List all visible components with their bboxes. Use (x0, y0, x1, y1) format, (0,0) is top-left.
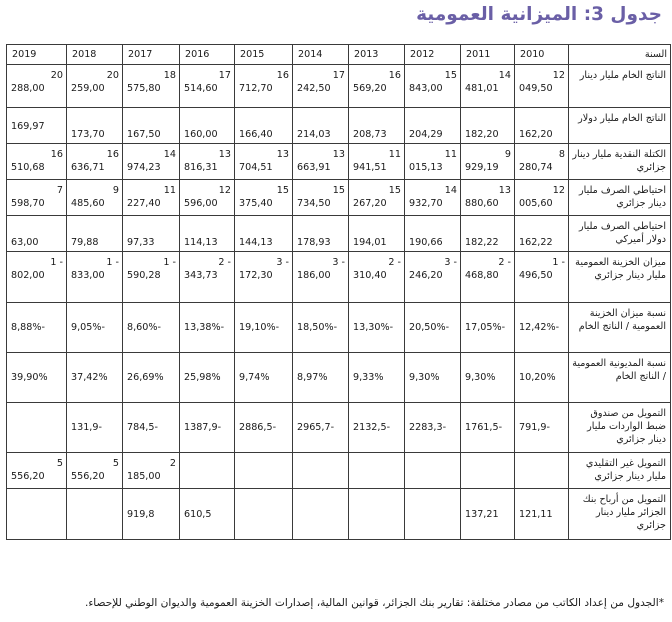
table-cell: -2283,3 (405, 403, 461, 453)
cell-line-1: 8 (558, 149, 565, 160)
table-cell: 10,20% (515, 353, 569, 403)
table-cell (123, 252, 180, 303)
table-cell: -9,05% (67, 303, 123, 353)
table-cell: -791,9 (515, 403, 569, 453)
table-cell: -8,88% (7, 303, 67, 353)
table-cell: -8,60% (123, 303, 180, 353)
cell-line-2: 974,23 (127, 162, 161, 173)
cell-line-1: 14 (163, 149, 176, 160)
budget-table (6, 44, 671, 540)
table-cell (349, 489, 405, 540)
cell-line-2: 485,60 (71, 198, 105, 209)
cell-line-2: 172,30 (239, 270, 273, 281)
cell-line-1: 13 (276, 149, 289, 160)
table-cell (515, 216, 569, 252)
table-cell (180, 216, 235, 252)
cell-line-2: 343,73 (184, 270, 218, 281)
cell-line-1: 9 (112, 185, 119, 196)
cell-line-1: - 2 (388, 257, 401, 268)
table-cell (515, 108, 569, 144)
year-header: 2015 (235, 45, 293, 65)
cell-line-1: - 1 (106, 257, 119, 268)
cell-line-1: 7 (56, 185, 63, 196)
cell-line-2: 575,80 (127, 83, 161, 94)
cell-line-1: 11 (163, 185, 176, 196)
table-cell: -13,30% (349, 303, 405, 353)
table-cell: 26,69% (123, 353, 180, 403)
cell-line-1: 18 (163, 70, 176, 81)
footnote: *الجدول من إعداد الكاتب من مصادر مختلفة: تقارير بنك الجزائر، قوانين المالية، إصدارات الخزينة العمومية والديوان الوطني للإحصاء. (84, 597, 664, 609)
cell-line-2: 556,20 (11, 471, 45, 482)
year-header: 2011 (461, 45, 515, 65)
cell-line-2: 97,33 (127, 237, 155, 248)
table-cell (7, 453, 67, 489)
cell-line-2: 182,20 (465, 129, 499, 140)
cell-line-1: 12 (552, 70, 565, 81)
table-cell: -13,38% (180, 303, 235, 353)
table-row (7, 108, 671, 144)
table-cell: 9,74% (235, 353, 293, 403)
table-cell (405, 144, 461, 180)
cell-line-1: 16 (106, 149, 119, 160)
cell-line-2: 481,01 (465, 83, 499, 94)
table-cell (349, 108, 405, 144)
table-cell (67, 180, 123, 216)
cell-line-1: 169,97 (11, 121, 45, 132)
table-cell (180, 252, 235, 303)
cell-line-2: 242,50 (297, 83, 331, 94)
cell-line-2: 167,50 (127, 129, 161, 140)
row-label: التمويل من صندوق ضبط الواردات مليار دينار جزائري (569, 403, 671, 453)
table-row (7, 403, 671, 453)
cell-line-2: 162,20 (519, 129, 553, 140)
year-header: 2016 (180, 45, 235, 65)
table-cell (235, 453, 293, 489)
cell-line-2: 375,40 (239, 198, 273, 209)
year-header: 2010 (515, 45, 569, 65)
cell-line-1: - 2 (498, 257, 511, 268)
cell-line-1: 5 (112, 458, 119, 469)
cell-line-1: 11 (388, 149, 401, 160)
cell-line-1: 20 (50, 70, 63, 81)
cell-line-2: 267,20 (353, 198, 387, 209)
table-cell (67, 65, 123, 108)
cell-line-1: 15 (332, 185, 345, 196)
table-cell (235, 108, 293, 144)
table-cell (180, 453, 235, 489)
cell-line-2: 173,70 (71, 129, 105, 140)
cell-line-1: 14 (498, 70, 511, 81)
cell-line-1: - 1 (552, 257, 565, 268)
table-cell (349, 216, 405, 252)
table-row (7, 303, 671, 353)
table-cell: -131,9 (67, 403, 123, 453)
table-cell (405, 453, 461, 489)
cell-line-2: 929,19 (465, 162, 499, 173)
table-cell (405, 65, 461, 108)
table-cell: 25,98% (180, 353, 235, 403)
year-header: 2013 (349, 45, 405, 65)
table-cell (235, 216, 293, 252)
cell-line-2: 598,70 (11, 198, 45, 209)
cell-line-1: - 2 (218, 257, 231, 268)
year-header: 2017 (123, 45, 180, 65)
table-cell (461, 453, 515, 489)
table-cell: -1761,5 (461, 403, 515, 453)
table-cell (515, 180, 569, 216)
table-cell (349, 453, 405, 489)
cell-line-1: 9 (504, 149, 511, 160)
year-header: 2019 (7, 45, 67, 65)
cell-line-1: - 1 (50, 257, 63, 268)
table-cell (7, 65, 67, 108)
cell-line-2: 160,00 (184, 129, 218, 140)
table-cell: 9,30% (405, 353, 461, 403)
table-cell: 37,42% (67, 353, 123, 403)
table-row (7, 65, 671, 108)
cell-line-2: 932,70 (409, 198, 443, 209)
table-cell (7, 108, 67, 144)
cell-line-2: 590,28 (127, 270, 161, 281)
table-cell (405, 252, 461, 303)
header-label-year: السنة (569, 45, 671, 65)
table-cell: 9,33% (349, 353, 405, 403)
cell-line-1: 14 (444, 185, 457, 196)
table-cell: -20,50% (405, 303, 461, 353)
year-header: 2018 (67, 45, 123, 65)
row-label: التمويل غير التقليدي مليار دينار جزائري (569, 453, 671, 489)
table-cell (461, 216, 515, 252)
cell-line-1: 20 (106, 70, 119, 81)
cell-line-2: 802,00 (11, 270, 45, 281)
table-row (7, 489, 671, 540)
table-cell (405, 180, 461, 216)
cell-line-1: 15 (388, 185, 401, 196)
table-cell: 8,97% (293, 353, 349, 403)
table-cell (123, 144, 180, 180)
cell-line-1: 15 (276, 185, 289, 196)
cell-line-2: 015,13 (409, 162, 443, 173)
table-cell (67, 489, 123, 540)
cell-line-2: 190,66 (409, 237, 443, 248)
cell-line-1: 16 (50, 149, 63, 160)
cell-line-1: 5 (56, 458, 63, 469)
cell-line-1: 17 (332, 70, 345, 81)
cell-line-2: 596,00 (184, 198, 218, 209)
table-cell: 39,90% (7, 353, 67, 403)
cell-line-2: 208,73 (353, 129, 387, 140)
table-cell: -2132,5 (349, 403, 405, 453)
table-cell (293, 453, 349, 489)
row-label: احتياطي الصرف مليار دينار جزائري (569, 180, 671, 216)
cell-line-1: - 1 (163, 257, 176, 268)
cell-line-2: 185,00 (127, 471, 161, 482)
table-cell: -2965,7 (293, 403, 349, 453)
cell-line-2: 880,60 (465, 198, 499, 209)
table-cell (67, 453, 123, 489)
table-cell (405, 216, 461, 252)
table-cell (515, 453, 569, 489)
table-cell: -19,10% (235, 303, 293, 353)
table-cell (7, 180, 67, 216)
cell-line-2: 663,91 (297, 162, 331, 173)
cell-line-2: 514,60 (184, 83, 218, 94)
table-cell (123, 108, 180, 144)
cell-line-2: 79,88 (71, 237, 99, 248)
cell-line-1: 12 (218, 185, 231, 196)
table-cell (123, 65, 180, 108)
cell-line-2: 005,60 (519, 198, 553, 209)
row-label: احتياطي الصرف مليار دولار أميركي (569, 216, 671, 252)
table-cell (293, 180, 349, 216)
table-cell (180, 65, 235, 108)
cell-line-1: - 3 (332, 257, 345, 268)
cell-line-2: 704,51 (239, 162, 273, 173)
row-label: ميزان الخزينة العمومية مليار دينار جزائري (569, 252, 671, 303)
year-header: 2012 (405, 45, 461, 65)
row-label: الناتج الخام مليار دينار (569, 65, 671, 108)
table-cell (293, 144, 349, 180)
cell-line-2: 816,31 (184, 162, 218, 173)
cell-line-1: 13 (332, 149, 345, 160)
table-cell (235, 489, 293, 540)
table-cell: 610,5 (180, 489, 235, 540)
cell-line-2: 941,51 (353, 162, 387, 173)
cell-line-1: 13 (218, 149, 231, 160)
table-cell (67, 144, 123, 180)
table-cell (515, 65, 569, 108)
table-cell (461, 108, 515, 144)
cell-line-1: 12 (552, 185, 565, 196)
cell-line-2: 712,70 (239, 83, 273, 94)
cell-line-2: 227,40 (127, 198, 161, 209)
table-cell (7, 216, 67, 252)
table-cell (235, 180, 293, 216)
table-cell: -18,50% (293, 303, 349, 353)
cell-line-2: 178,93 (297, 237, 331, 248)
table-row (7, 252, 671, 303)
cell-line-1: - 3 (444, 257, 457, 268)
cell-line-2: 288,00 (11, 83, 45, 94)
cell-line-2: 468,80 (465, 270, 499, 281)
table-cell (235, 252, 293, 303)
table-cell (235, 144, 293, 180)
table-cell (405, 489, 461, 540)
table-cell (293, 489, 349, 540)
cell-line-2: 166,40 (239, 129, 273, 140)
table-cell (349, 180, 405, 216)
table-cell (461, 65, 515, 108)
table-cell: -17,05% (461, 303, 515, 353)
table-cell (67, 252, 123, 303)
table-row (7, 216, 671, 252)
row-label: الكتلة النقدية مليار دينار جزائري (569, 144, 671, 180)
cell-line-1: 11 (444, 149, 457, 160)
table-cell (7, 403, 67, 453)
cell-line-2: 556,20 (71, 471, 105, 482)
table-cell (7, 252, 67, 303)
cell-line-2: 214,03 (297, 129, 331, 140)
cell-line-2: 833,00 (71, 270, 105, 281)
cell-line-1: 16 (276, 70, 289, 81)
cell-line-1: 13 (498, 185, 511, 196)
header-row (7, 45, 671, 65)
table-cell (349, 144, 405, 180)
cell-line-2: 162,22 (519, 237, 553, 248)
table-cell: -12,42% (515, 303, 569, 353)
cell-line-2: 182,22 (465, 237, 499, 248)
cell-line-2: 636,71 (71, 162, 105, 173)
table-row (7, 180, 671, 216)
table-cell: 9,30% (461, 353, 515, 403)
row-label: نسبة المديونية العمومية / الناتج الخام (569, 353, 671, 403)
cell-line-1: 2 (169, 458, 176, 469)
table-cell: -1387,9 (180, 403, 235, 453)
table-cell: 121,11 (515, 489, 569, 540)
table-row (7, 144, 671, 180)
table-cell: 919,8 (123, 489, 180, 540)
table-cell (461, 144, 515, 180)
table-cell (293, 252, 349, 303)
cell-line-1: 15 (444, 70, 457, 81)
table-cell (123, 453, 180, 489)
cell-line-2: 204,29 (409, 129, 443, 140)
table-cell (461, 180, 515, 216)
table-cell (515, 144, 569, 180)
table-cell (515, 252, 569, 303)
cell-line-2: 186,00 (297, 270, 331, 281)
table-cell (7, 489, 67, 540)
cell-line-2: 194,01 (353, 237, 387, 248)
table-cell (349, 65, 405, 108)
cell-line-2: 246,20 (409, 270, 443, 281)
year-header: 2014 (293, 45, 349, 65)
row-label: نسبة ميزان الخزينة العمومية / الناتج الخام (569, 303, 671, 353)
cell-line-2: 496,50 (519, 270, 553, 281)
cell-line-1: 17 (218, 70, 231, 81)
table-row (7, 353, 671, 403)
cell-line-2: 310,40 (353, 270, 387, 281)
table-cell (293, 108, 349, 144)
table-cell: 137,21 (461, 489, 515, 540)
table-cell (180, 108, 235, 144)
cell-line-2: 259,00 (71, 83, 105, 94)
table-cell (180, 144, 235, 180)
table-cell (123, 216, 180, 252)
table-cell (180, 180, 235, 216)
table-cell (123, 180, 180, 216)
table-row (7, 453, 671, 489)
cell-line-2: 63,00 (11, 237, 39, 248)
table-cell (67, 216, 123, 252)
cell-line-2: 734,50 (297, 198, 331, 209)
table-cell: -2886,5 (235, 403, 293, 453)
table-cell (293, 65, 349, 108)
table-cell (405, 108, 461, 144)
table-cell (67, 108, 123, 144)
row-label: التمويل من أرباح بنك الجزائر مليار دينار جزائري (569, 489, 671, 540)
cell-line-2: 114,13 (184, 237, 218, 248)
row-label: الناتج الخام مليار دولار (569, 108, 671, 144)
cell-line-2: 510,68 (11, 162, 45, 173)
cell-line-2: 843,00 (409, 83, 443, 94)
table-cell (293, 216, 349, 252)
table-cell (349, 252, 405, 303)
page-title: جدول 3: الميزانية العمومية (416, 4, 662, 25)
cell-line-2: 049,50 (519, 83, 553, 94)
table-cell: -784,5 (123, 403, 180, 453)
table-cell (235, 65, 293, 108)
cell-line-2: 569,20 (353, 83, 387, 94)
cell-line-1: 16 (388, 70, 401, 81)
cell-line-2: 144,13 (239, 237, 273, 248)
table-cell (7, 144, 67, 180)
table-cell (461, 252, 515, 303)
cell-line-2: 280,74 (519, 162, 553, 173)
cell-line-1: - 3 (276, 257, 289, 268)
